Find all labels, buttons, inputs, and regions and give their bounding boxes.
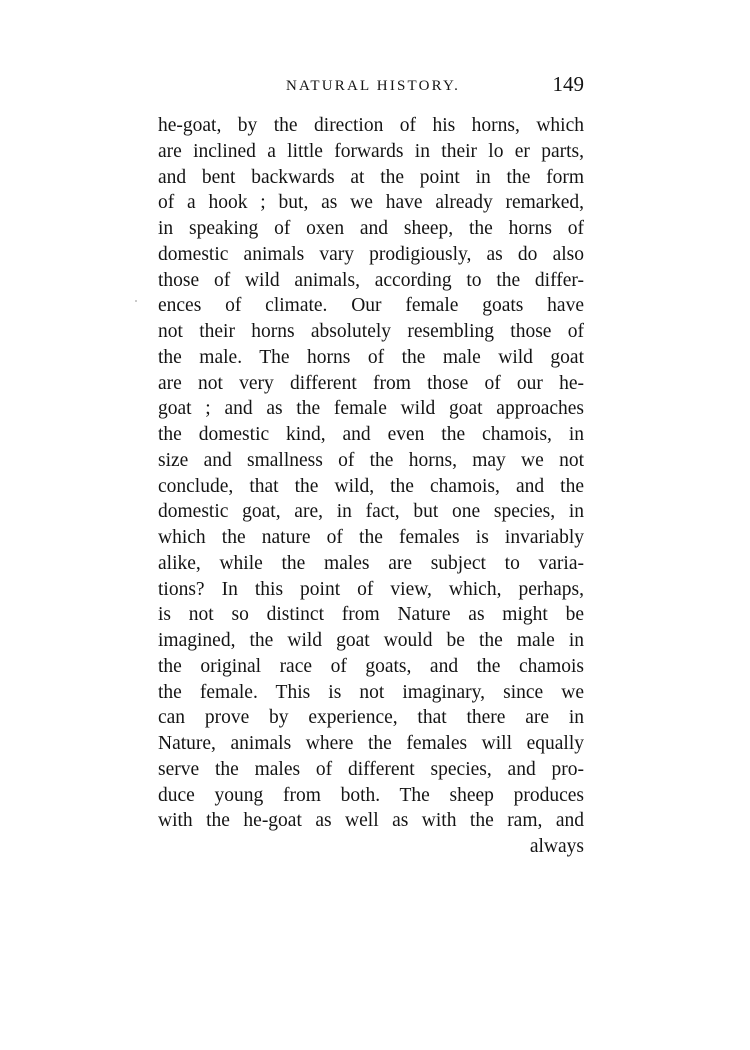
text-line: are inclined a little forwards in their lo er parts, bbox=[158, 140, 584, 162]
text-line: duce young from both. The sheep produces bbox=[158, 784, 584, 806]
text-line: not their horns absolutely resembling those of bbox=[158, 321, 584, 342]
text-line: are not very different from those of our he- bbox=[158, 372, 584, 394]
text-line: with the he-goat as well as with the ram, and bbox=[158, 810, 584, 832]
text-line: the female. This is not imaginary, since we bbox=[158, 681, 584, 703]
text-line: which the nature of the females is invariably bbox=[158, 527, 584, 548]
text-line: alike, while the males are subject to varia- bbox=[158, 552, 584, 574]
text-line: tions? In this point of view, which, perhaps, bbox=[158, 578, 584, 600]
text-line: the original race of goats, and the chamois bbox=[158, 655, 584, 677]
body-text bbox=[158, 113, 584, 860]
text-line: the male. The horns of the male wild goat bbox=[158, 346, 584, 368]
text-line: imagined, the wild goat would be the male in bbox=[158, 630, 584, 651]
running-head bbox=[158, 72, 588, 102]
text-line: domestic animals vary prodigiously, as do also bbox=[158, 243, 584, 265]
text-line: in speaking of oxen and sheep, the horns of bbox=[158, 218, 584, 239]
text-line: those of wild animals, according to the differ- bbox=[158, 269, 584, 291]
text-line: goat ; and as the female wild goat approaches bbox=[158, 398, 584, 420]
running-title: NATURAL HISTORY. bbox=[286, 78, 461, 94]
text-line: conclude, that the wild, the chamois, and the bbox=[158, 475, 584, 497]
text-line: size and smallness of the horns, may we not bbox=[158, 449, 584, 471]
page-number: 149 bbox=[552, 72, 584, 96]
text-line: serve the males of different species, and pro- bbox=[158, 758, 584, 780]
margin-speck bbox=[135, 300, 137, 302]
text-line: of a hook ; but, as we have already remarked, bbox=[158, 192, 584, 214]
text-line: Nature, animals where the females will equally bbox=[158, 733, 584, 754]
text-line: he-goat, by the direction of his horns, which bbox=[158, 115, 584, 136]
text-line: ences of climate. Our female goats have bbox=[158, 295, 584, 317]
text-line: and bent backwards at the point in the form bbox=[158, 166, 584, 188]
text-line: the domestic kind, and even the chamois, in bbox=[158, 424, 584, 445]
text-line: is not so distinct from Nature as might be bbox=[158, 604, 584, 626]
text-line: can prove by experience, that there are in bbox=[158, 707, 584, 729]
text-line: domestic goat, are, in fact, but one species, in bbox=[158, 501, 584, 523]
catchword: always bbox=[529, 836, 584, 857]
